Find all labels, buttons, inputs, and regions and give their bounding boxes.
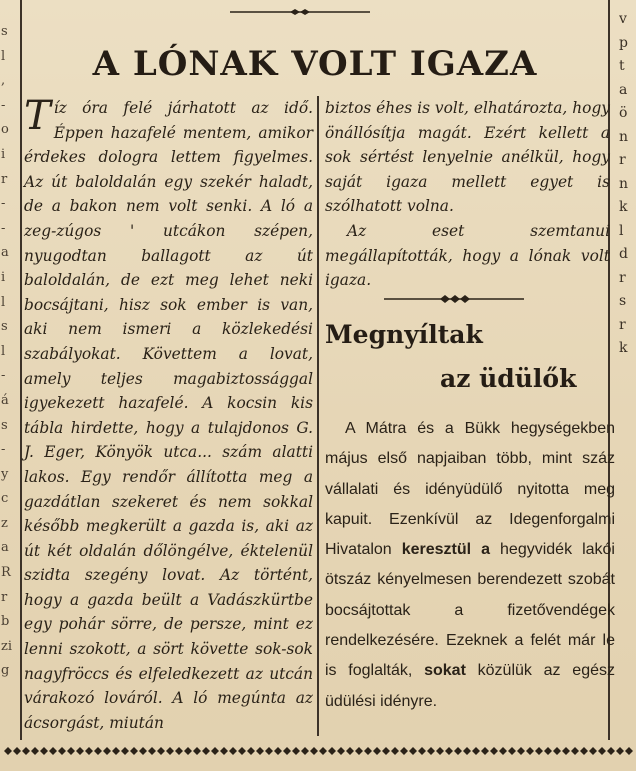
right-edge-fragment: s	[619, 293, 627, 309]
left-edge-fragment: y	[1, 466, 9, 482]
border-diamond	[571, 747, 579, 755]
left-edge-fragment: z	[1, 515, 8, 531]
border-diamond	[292, 747, 300, 755]
left-edge-fragment: s	[1, 319, 8, 335]
border-diamond	[589, 747, 597, 755]
border-diamond	[40, 747, 48, 755]
right-edge-fragment: t	[619, 58, 625, 74]
border-diamond	[139, 747, 147, 755]
border-diamond	[247, 747, 255, 755]
border-diamond	[301, 747, 309, 755]
left-edge-fragment: -	[1, 368, 6, 384]
border-diamond	[58, 747, 66, 755]
border-diamond	[427, 747, 435, 755]
right-edge-fragment: n	[619, 128, 629, 145]
border-diamond	[373, 747, 381, 755]
body-text-3: közülük az egész üdülési idényre.	[325, 662, 616, 710]
border-diamond	[472, 747, 480, 755]
article-right-column	[325, 96, 610, 293]
left-edge-fragment: c	[1, 491, 9, 507]
border-diamond	[94, 747, 102, 755]
border-diamond	[229, 747, 237, 755]
right-edge-fragment: n	[619, 175, 629, 192]
section-ornament-divider	[384, 292, 524, 306]
left-edge-fragment: r	[1, 589, 8, 605]
border-diamond	[130, 747, 138, 755]
border-diamond	[184, 747, 192, 755]
border-diamond	[310, 747, 318, 755]
left-edge-fragment: ,	[1, 73, 6, 89]
left-edge-fragment: g	[1, 663, 10, 679]
border-diamond	[553, 747, 561, 755]
second-article-body	[325, 414, 615, 717]
border-diamond	[220, 747, 228, 755]
left-edge-fragment: o	[1, 122, 9, 138]
border-diamond	[517, 747, 525, 755]
border-diamond	[535, 747, 543, 755]
left-edge-fragment: b	[1, 614, 10, 630]
border-diamond	[175, 747, 183, 755]
border-diamond	[319, 747, 327, 755]
border-diamond	[481, 747, 489, 755]
border-diamond	[256, 747, 264, 755]
border-diamond	[355, 747, 363, 755]
left-edge-fragment: a	[1, 540, 9, 556]
right-edge-fragment: r	[619, 316, 626, 333]
border-diamond	[508, 747, 516, 755]
right-edge-fragment: ö	[619, 105, 628, 121]
drop-cap: T	[24, 93, 51, 139]
right-edge-fragment: v	[619, 11, 627, 27]
body-bold-2: sokat	[424, 662, 466, 680]
border-diamond	[202, 747, 210, 755]
right-edge-fragment: r	[619, 269, 626, 286]
left-edge-fragment: i	[1, 146, 6, 162]
left-edge-fragment: l	[1, 48, 6, 64]
border-diamond	[364, 747, 372, 755]
article-headline: A LÓNAK VOLT IGAZA	[92, 44, 538, 84]
border-diamond	[598, 747, 606, 755]
border-diamond	[31, 747, 39, 755]
right-edge-fragment: l	[619, 222, 624, 239]
border-diamond	[436, 747, 444, 755]
left-column-text: íz óra felé járhatott az idő. Éppen hazafelé mentem, amikor érdekes dologra lettem figyelmes. Az út baloldalán egy szekér haladt, de a bakon nem volt senki. A ló a zeg-zúgos ' utcákon szépen, nyugodtan ballagott az út baloldalán, de ezt meg lehet neki bocsájtani, hisz sok ember is van, aki nem ismeri a közlekedési szabályokat. Követtem a lovat, amely teljes magabiztossággal igyekezett hazafelé. A kocsin kis tábla hirdette, hogy a tulajdonos G. J. Eger, Könyök utca... szám alatti lakos. Egy rendőr állította meg a gazdátlan szekeret és nem sokkal később megkerült a gazda is, aki az út két oldalán dőlöngélve, éktelenül szidta szegény lovat. Az történt, hogy a gazda beült a Vadászkürtbe egy pohár sörre, de persze, mint ez lenni szokott, a sört követte sok-sok nagyfröccs és elfeledkezett az utcán várakozó lováról. A ló megúnta az ácsorgást, miután	[24, 99, 313, 732]
border-diamond	[499, 747, 507, 755]
border-diamond	[490, 747, 498, 755]
article-left-column	[24, 93, 313, 735]
border-diamond	[544, 747, 552, 755]
right-edge-fragment: k	[619, 199, 628, 215]
right-edge-fragment: k	[619, 340, 628, 356]
left-edge-fragment: á	[1, 392, 9, 408]
right-edge-fragment: d	[619, 246, 628, 262]
border-diamond	[562, 747, 570, 755]
border-diamond	[463, 747, 471, 755]
left-edge-fragment: l	[1, 343, 6, 359]
left-edge-fragment: -	[1, 220, 6, 236]
border-diamond	[121, 747, 129, 755]
border-diamond	[103, 747, 111, 755]
border-diamond	[418, 747, 426, 755]
left-edge-fragment: R	[1, 565, 11, 581]
border-diamond	[454, 747, 462, 755]
left-edge-fragment: -	[1, 196, 6, 212]
border-diamond	[328, 747, 336, 755]
border-diamond	[283, 747, 291, 755]
left-edge-fragment: s	[1, 417, 8, 433]
left-edge-fragment: -	[1, 97, 6, 113]
border-diamond	[625, 747, 633, 755]
bottom-ornament-border	[0, 744, 636, 758]
border-diamond	[265, 747, 273, 755]
border-diamond	[580, 747, 588, 755]
border-diamond	[166, 747, 174, 755]
border-diamond	[400, 747, 408, 755]
left-edge-fragment: l	[1, 294, 6, 310]
right-edge-fragment: r	[619, 152, 626, 168]
left-edge-fragment: -	[1, 442, 6, 458]
second-headline-line-1: Megnyíltak	[325, 320, 483, 349]
border-diamond	[391, 747, 399, 755]
border-diamond	[49, 747, 57, 755]
left-edge-fragments	[0, 20, 16, 740]
border-diamond	[76, 747, 84, 755]
border-diamond	[211, 747, 219, 755]
border-diamond	[274, 747, 282, 755]
border-diamond	[193, 747, 201, 755]
border-diamond	[445, 747, 453, 755]
center-column-rule	[317, 96, 319, 736]
border-diamond	[526, 747, 534, 755]
body-bold-1: keresztül a	[401, 541, 490, 559]
right-edge-fragment: p	[619, 34, 628, 51]
right-column-paragraph-1: biztos éhes is volt, elhatározta, hogy önállósítja magát. Ezért kellett a sok sértést lenyelnie anélkül, hogy saját igaza mellett egyet is szólhatott volna.	[325, 99, 610, 216]
border-diamond	[67, 747, 75, 755]
right-edge-fragments	[619, 8, 636, 408]
left-edge-fragment: s	[1, 24, 8, 39]
left-edge-fragment: i	[1, 269, 6, 285]
border-diamond	[238, 747, 246, 755]
left-edge-fragment: zi	[1, 638, 13, 654]
border-diamond	[4, 747, 12, 755]
left-column-rule	[20, 0, 22, 740]
body-text-2: hegyvidék lakói ötszáz kényelmesen berendezett szobát bocsájtottak a fizetővendégek rendelkezésére. Ezeknek a felét már le is foglalták,	[325, 541, 615, 680]
border-diamond	[13, 747, 21, 755]
border-diamond	[85, 747, 93, 755]
border-diamond	[22, 747, 30, 755]
border-diamond	[346, 747, 354, 755]
border-diamond	[616, 747, 624, 755]
left-edge-fragment: r	[1, 171, 8, 187]
right-column-paragraph-2: Az eset szemtanui megállapították, hogy a lónak volt igaza.	[325, 221, 610, 290]
border-diamond	[157, 747, 165, 755]
border-diamond	[337, 747, 345, 755]
body-text-1: A Mátra és a Bükk hegységekben május első napjaiban több, mint száz vállalati és idényüdülő nyitotta meg kapuit. Ezenkívül az Idegenforgalmi Hivatalon	[325, 420, 615, 559]
top-ornament-divider	[230, 7, 370, 17]
right-edge-fragment: a	[619, 81, 628, 98]
border-diamond	[112, 747, 120, 755]
border-diamond	[607, 747, 615, 755]
border-diamond	[409, 747, 417, 755]
border-diamond	[148, 747, 156, 755]
border-diamond	[382, 747, 390, 755]
left-edge-fragment: a	[1, 245, 9, 261]
second-headline-line-2: az üdülők	[440, 364, 577, 393]
